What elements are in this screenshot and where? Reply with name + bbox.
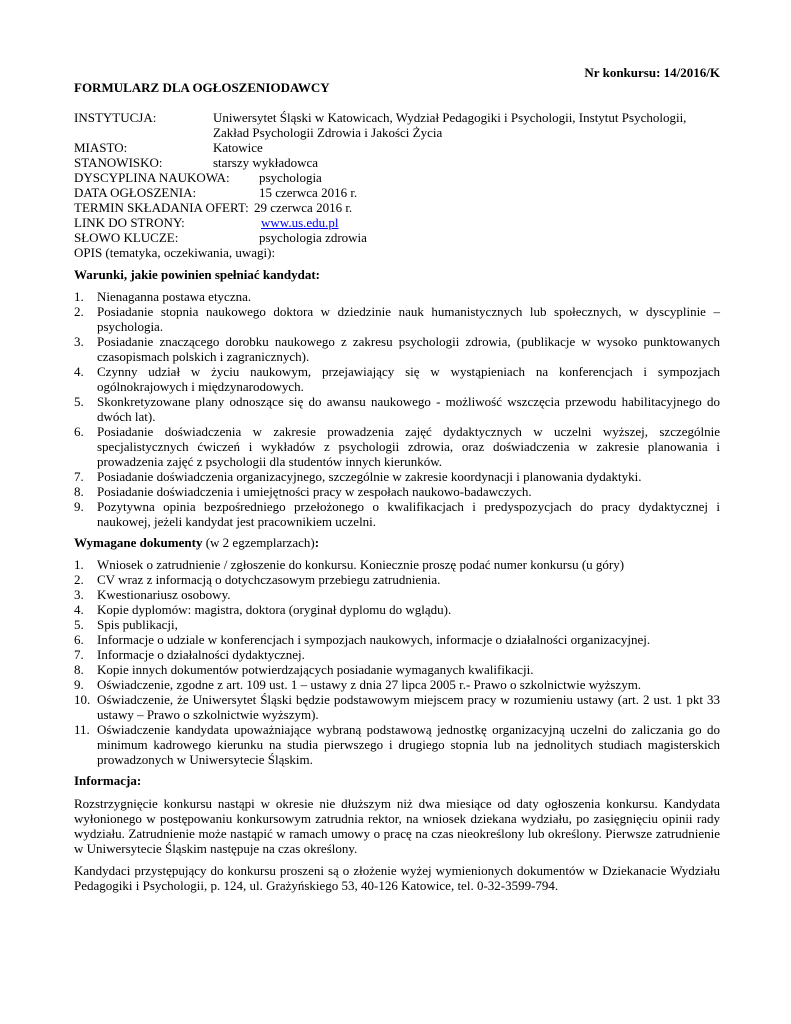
list-item-text: Posiadanie doświadczenia i umiejętności pracy w zespołach naukowo-badawczych. — [97, 484, 532, 499]
list-item-text: Kopie dyplomów: magistra, doktora (oryginał dyplomu do wglądu). — [97, 602, 452, 617]
list-item-text: Spis publikacji, — [97, 617, 178, 632]
form-title: FORMULARZ DLA OGŁOSZENIODAWCY — [74, 80, 330, 95]
field-deadline — [74, 200, 720, 215]
field-position — [74, 155, 720, 170]
field-label: SŁOWO KLUCZE: — [74, 230, 179, 245]
list-item-number: 2. — [74, 572, 84, 587]
website-link[interactable]: www.us.edu.pl — [261, 215, 339, 230]
list-item — [74, 677, 720, 692]
requirements-heading: Warunki, jakie powinien spełniać kandydat: — [74, 267, 320, 282]
field-label: DYSCYPLINA NAUKOWA: — [74, 170, 230, 185]
information-paragraph: Kandydaci przystępujący do konkursu proszeni są o złożenie wyżej wymienionych dokumentów w Dziekanacie Wydziału Pedagogiki i Psychologii, p. 124, ul. Grażyńskiego 53, 40-126 Katowice, tel. 0-32-3599-794. — [74, 863, 720, 893]
list-item-number: 7. — [74, 469, 84, 484]
field-label: INSTYTUCJA: — [74, 110, 157, 125]
documents-subtitle: (w 2 egzemplarzach) — [205, 535, 315, 550]
list-item-text: Wniosek o zatrudnienie / zgłoszenie do konkursu. Koniecznie proszę podać numer konkursu (u góry) — [97, 557, 625, 572]
field-keywords — [74, 230, 720, 245]
contest-number: Nr konkursu: 14/2016/K — [584, 65, 720, 80]
field-label: OPIS (tematyka, oczekiwania, uwagi): — [74, 245, 276, 260]
list-item-text: Oświadczenie, zgodne z art. 109 ust. 1 – ustawy z dnia 27 lipca 2005 r.- Prawo o szkolnictwie wyższym. — [97, 677, 642, 692]
list-item-text: Kwestionariusz osobowy. — [97, 587, 231, 602]
field-city — [74, 140, 720, 155]
field-discipline — [74, 170, 720, 185]
list-item-text: Czynny udział w życiu naukowym, przejawiający się w wystąpieniach na konferencjach i sympozjach ogólnokrajowych i międzynarodowych. — [97, 364, 720, 394]
field-description — [74, 245, 720, 260]
documents-list — [74, 557, 720, 767]
field-value: starszy wykładowca — [213, 155, 319, 170]
list-item-text: Skonkretyzowane plany odnoszące się do awansu naukowego - możliwość wszczęcia przewodu habilitacyjnego do dwóch lat). — [97, 394, 720, 424]
list-item — [74, 469, 720, 484]
field-institution — [74, 110, 720, 140]
list-item-number: 1. — [74, 557, 84, 572]
list-item-number: 11. — [74, 722, 90, 737]
list-item-text: Oświadczenie kandydata upoważniające wybraną podstawową jednostkę organizacyjną uczelni do zaliczania go do minimum kadrowego kierunku na studia pierwszego i drugiego stopnia lub na jednolitych studiach magisterskich prowadzonych w Uniwersytecie Śląskim. — [97, 722, 720, 767]
information-paragraph: Rozstrzygnięcie konkursu nastąpi w okresie nie dłuższym niż dwa miesiące od daty ogłoszenia konkursu. Kandydata wyłonionego w postępowaniu konkursowym zatrudnia rektor, na wniosek dziekana wydziału, po zasięgnięciu opinii rady wydziału. Zatrudnienie może nastąpić w ramach umowy o pracę na czas nieokreślony lub określony. Pierwsze zatrudnienie w Uniwersytecie Śląskim następuje na czas określony. — [74, 796, 720, 856]
list-item — [74, 572, 720, 587]
list-item-number: 10. — [74, 692, 91, 707]
list-item — [74, 662, 720, 677]
list-item-number: 3. — [74, 334, 84, 349]
list-item — [74, 602, 720, 617]
list-item — [74, 617, 720, 632]
list-item-number: 1. — [74, 289, 84, 304]
list-item — [74, 499, 720, 529]
documents-title: Wymagane dokumenty — [74, 535, 203, 550]
list-item — [74, 424, 720, 469]
field-value: Uniwersytet Śląski w Katowicach, Wydział Pedagogiki i Psychologii, Instytut Psychologii, Zakład Psychologii Zdrowia i Jakości Życia — [213, 110, 687, 140]
list-item-number: 5. — [74, 617, 84, 632]
list-item-text: Kopie innych dokumentów potwierdzających posiadanie wymaganych kwalifikacji. — [97, 662, 534, 677]
list-item-number: 8. — [74, 484, 84, 499]
list-item-text: Nienaganna postawa etyczna. — [97, 289, 252, 304]
list-item-text: Informacje o udziale w konferencjach i sympozjach naukowych, informacje o działalności organizacyjnej. — [97, 632, 651, 647]
list-item — [74, 334, 720, 364]
list-item-number: 9. — [74, 499, 84, 514]
list-item — [74, 394, 720, 424]
field-value: Katowice — [213, 140, 263, 155]
list-item-number: 7. — [74, 647, 84, 662]
list-item-number: 8. — [74, 662, 84, 677]
list-item — [74, 722, 720, 767]
documents-colon: : — [314, 535, 320, 550]
list-item — [74, 632, 720, 647]
list-item-number: 5. — [74, 394, 84, 409]
field-label: DATA OGŁOSZENIA: — [74, 185, 197, 200]
list-item — [74, 304, 720, 334]
field-link — [74, 215, 720, 230]
field-label: TERMIN SKŁADANIA OFERT: — [74, 200, 249, 215]
list-item — [74, 692, 720, 722]
information-heading: Informacja: — [74, 773, 142, 788]
list-item-text: Posiadanie doświadczenia organizacyjnego, szczególnie w zakresie koordynacji i planowania dydaktyki. — [97, 469, 642, 484]
list-item-number: 3. — [74, 587, 84, 602]
list-item — [74, 364, 720, 394]
list-item-number: 6. — [74, 424, 84, 439]
list-item — [74, 484, 720, 499]
field-value: 15 czerwca 2016 r. — [259, 185, 358, 200]
list-item-number: 4. — [74, 364, 84, 379]
field-value: psychologia — [259, 170, 322, 185]
field-value: psychologia zdrowia — [259, 230, 367, 245]
list-item-number: 6. — [74, 632, 84, 647]
list-item-number: 2. — [74, 304, 84, 319]
list-item — [74, 587, 720, 602]
form-fields — [74, 110, 720, 893]
requirements-list — [74, 289, 720, 529]
field-label: LINK DO STRONY: — [74, 215, 185, 230]
field-label: MIASTO: — [74, 140, 128, 155]
list-item-number: 9. — [74, 677, 84, 692]
list-item-text: Posiadanie znaczącego dorobku naukowego z zakresu psychologii zdrowia, (publikacje w wysoko punktowanych czasopismach polskich i zagranicznych). — [97, 334, 720, 364]
field-value: 29 czerwca 2016 r. — [254, 200, 353, 215]
list-item-text: Posiadanie stopnia naukowego doktora w dziedzinie nauk humanistycznych lub społecznych, w dyscyplinie – psychologia. — [97, 304, 720, 334]
list-item-text: Oświadczenie, że Uniwersytet Śląski będzie podstawowym miejscem pracy w rozumieniu ustawy (art. 2 ust. 1 pkt 33 ustawy – Prawo o szkolnictwie wyższym). — [97, 692, 720, 722]
list-item-number: 4. — [74, 602, 84, 617]
list-item-text: Pozytywna opinia bezpośredniego przełożonego o kwalifikacjach i predyspozycjach do pracy dydaktycznej i naukowej, jeżeli kandydat jest pracownikiem uczelni. — [97, 499, 720, 529]
list-item-text: CV wraz z informacją o dotychczasowym przebiegu zatrudnienia. — [97, 572, 441, 587]
documents-heading — [74, 535, 720, 550]
list-item — [74, 289, 720, 304]
list-item — [74, 557, 720, 572]
field-date — [74, 185, 720, 200]
list-item — [74, 647, 720, 662]
field-label: STANOWISKO: — [74, 155, 163, 170]
list-item-text: Informacje o działalności dydaktycznej. — [97, 647, 305, 662]
list-item-text: Posiadanie doświadczenia w zakresie prowadzenia zajęć dydaktycznych w uczelni wyższej, szczególnie specjalistycznych ćwiczeń i wykładów z psychologii zdrowia, oraz doświadczenia w zakresie planowania i prowadzenia zajęć z psychologii dla studentów innych kierunków. — [97, 424, 720, 469]
